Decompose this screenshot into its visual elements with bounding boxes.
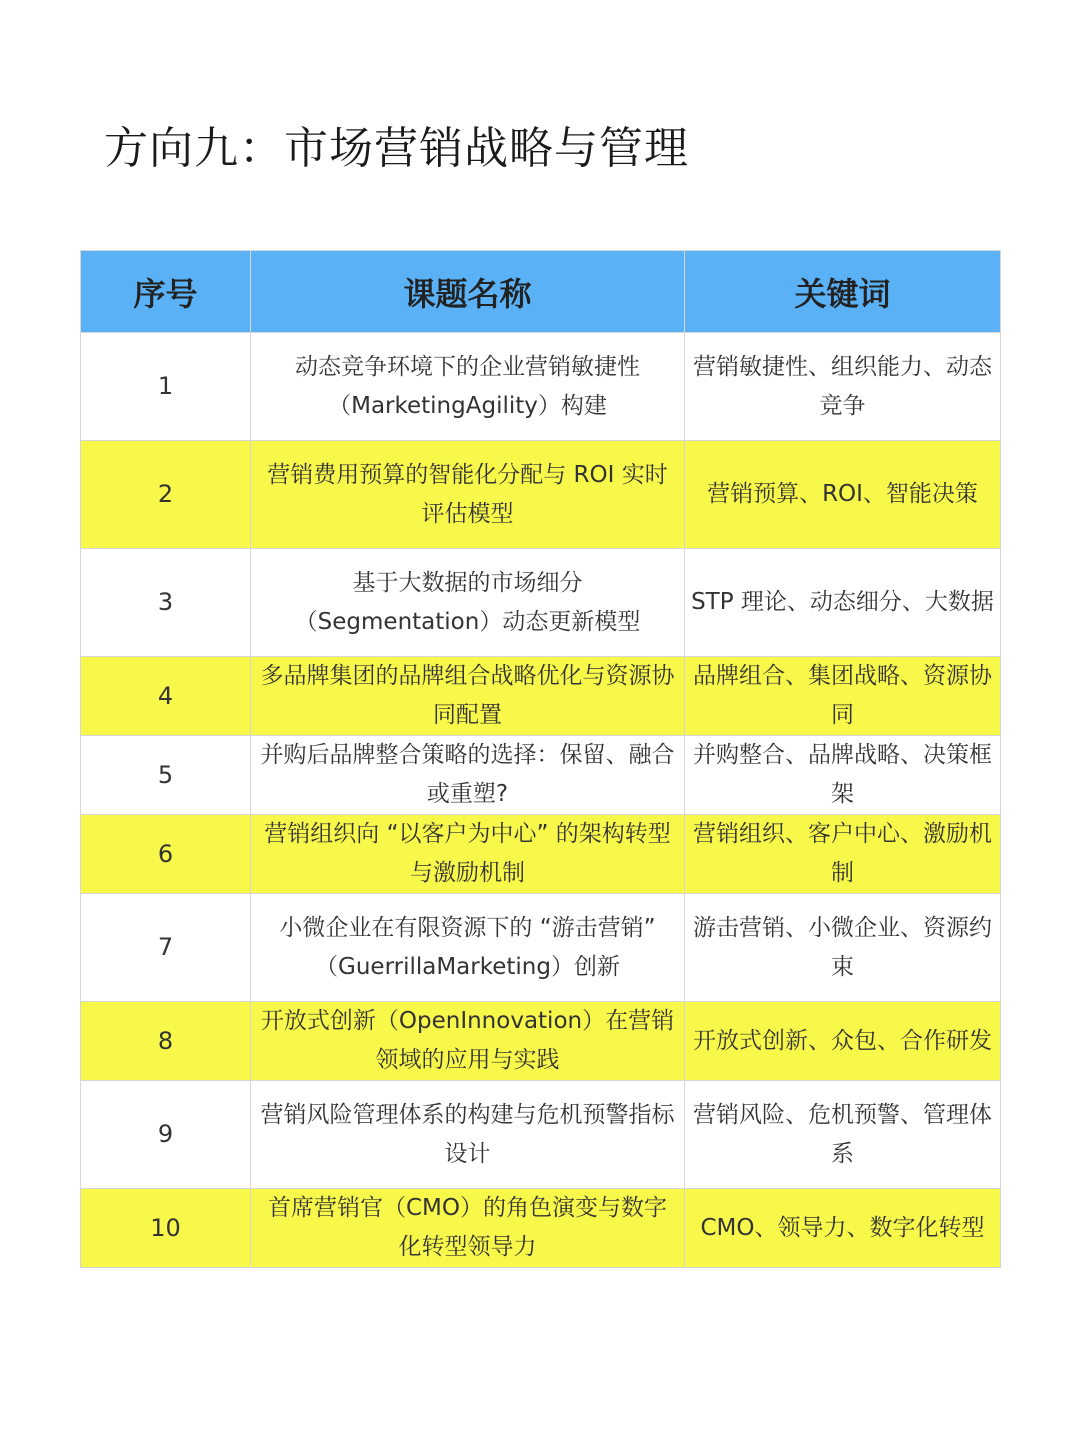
row-topic: 基于大数据的市场细分（Segmentation）动态更新模型 xyxy=(251,549,685,657)
table-row xyxy=(81,1189,1001,1268)
row-index: 8 xyxy=(81,1002,251,1081)
table-header-row xyxy=(81,251,1001,333)
table-row xyxy=(81,1081,1001,1189)
table-row xyxy=(81,736,1001,815)
table-row xyxy=(81,333,1001,441)
topics-table xyxy=(80,250,1001,1268)
row-keywords: 游击营销、小微企业、资源约束 xyxy=(685,894,1001,1002)
page-title: 方向九：市场营销战略与管理 xyxy=(104,123,689,174)
table-row xyxy=(81,657,1001,736)
table-row xyxy=(81,815,1001,894)
table-row xyxy=(81,1002,1001,1081)
row-keywords: 开放式创新、众包、合作研发 xyxy=(685,1002,1001,1081)
row-index: 7 xyxy=(81,894,251,1002)
row-topic: 小微企业在有限资源下的 “游击营销” （GuerrillaMarketing）创新 xyxy=(251,894,685,1002)
row-index: 6 xyxy=(81,815,251,894)
row-topic: 开放式创新（OpenInnovation）在营销领域的应用与实践 xyxy=(251,1002,685,1081)
row-keywords: CMO、领导力、数字化转型 xyxy=(685,1189,1001,1268)
row-index: 3 xyxy=(81,549,251,657)
row-index: 10 xyxy=(81,1189,251,1268)
table-row xyxy=(81,549,1001,657)
row-topic: 并购后品牌整合策略的选择：保留、融合或重塑? xyxy=(251,736,685,815)
table-row xyxy=(81,894,1001,1002)
header-keywords: 关键词 xyxy=(685,251,1001,333)
row-topic: 动态竞争环境下的企业营销敏捷性（MarketingAgility）构建 xyxy=(251,333,685,441)
row-topic: 营销组织向 “以客户为中心” 的架构转型与激励机制 xyxy=(251,815,685,894)
row-index: 9 xyxy=(81,1081,251,1189)
row-keywords: 营销预算、ROI、智能决策 xyxy=(685,441,1001,549)
header-topic: 课题名称 xyxy=(251,251,685,333)
row-topic: 首席营销官（CMO）的角色演变与数字化转型领导力 xyxy=(251,1189,685,1268)
row-keywords: 营销敏捷性、组织能力、动态竞争 xyxy=(685,333,1001,441)
row-index: 5 xyxy=(81,736,251,815)
row-keywords: STP 理论、动态细分、大数据 xyxy=(685,549,1001,657)
row-keywords: 并购整合、品牌战略、决策框架 xyxy=(685,736,1001,815)
header-index: 序号 xyxy=(81,251,251,333)
row-index: 4 xyxy=(81,657,251,736)
table-row xyxy=(81,441,1001,549)
row-keywords: 营销风险、危机预警、管理体系 xyxy=(685,1081,1001,1189)
row-topic: 营销费用预算的智能化分配与 ROI 实时评估模型 xyxy=(251,441,685,549)
row-index: 1 xyxy=(81,333,251,441)
row-keywords: 营销组织、客户中心、激励机制 xyxy=(685,815,1001,894)
row-keywords: 品牌组合、集团战略、资源协同 xyxy=(685,657,1001,736)
row-topic: 多品牌集团的品牌组合战略优化与资源协同配置 xyxy=(251,657,685,736)
row-index: 2 xyxy=(81,441,251,549)
row-topic: 营销风险管理体系的构建与危机预警指标设计 xyxy=(251,1081,685,1189)
